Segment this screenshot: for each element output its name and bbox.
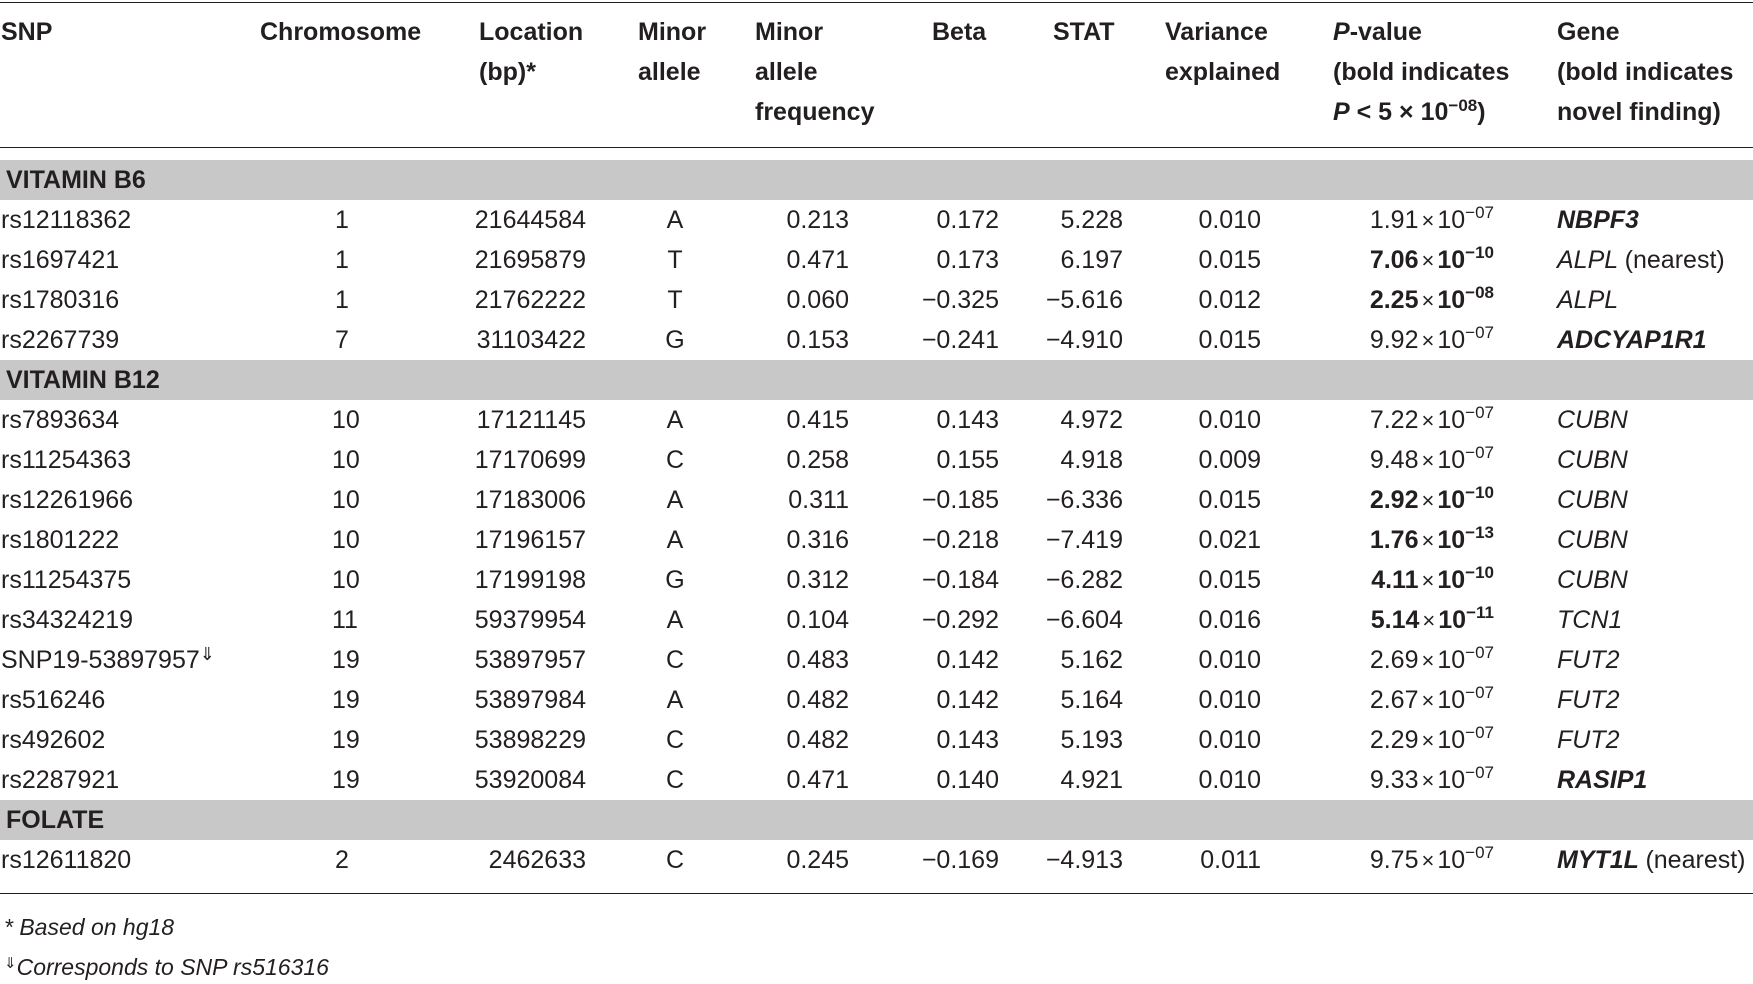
table-row	[0, 200, 1753, 240]
cell-gene: CUBN	[1557, 446, 1628, 474]
cell-chromosome: 2	[335, 846, 349, 874]
cell-stat: 5.162	[1060, 646, 1123, 674]
cell-snp: rs2267739	[1, 326, 120, 354]
header-stat: STAT	[1053, 18, 1115, 46]
cell-maf: 0.316	[786, 526, 849, 554]
cell-beta: 0.140	[936, 766, 999, 794]
cell-beta: 0.142	[936, 646, 999, 674]
cell-pvalue: $1.76 \times 10^{-13}$	[1369, 523, 1494, 554]
cell-maf: 0.060	[786, 286, 849, 314]
cell-variance: 0.015	[1198, 486, 1261, 514]
cell-stat: 5.164	[1060, 686, 1123, 714]
cell-variance: 0.015	[1198, 326, 1261, 354]
cell-gene: FUT2	[1557, 726, 1620, 754]
cell-maf: 0.104	[786, 606, 849, 634]
section-title: VITAMIN B12	[6, 366, 160, 394]
cell-pvalue: $5.14 \times 10^{-11}$	[1370, 603, 1494, 634]
cell-gene: ALPL (nearest)	[1557, 246, 1725, 274]
table-row	[0, 720, 1753, 760]
table-row	[0, 560, 1753, 600]
cell-pvalue: $2.29 \times 10^{-07}$	[1369, 723, 1494, 754]
cell-location: 17196157	[474, 526, 586, 554]
cell-pvalue: $2.67 \times 10^{-07}$	[1369, 683, 1494, 714]
cell-minor-allele: C	[665, 846, 685, 874]
cell-minor-allele: A	[666, 486, 684, 514]
header-snp: SNP	[1, 18, 53, 46]
table-row	[0, 280, 1753, 320]
table-bottom-rule	[0, 893, 1753, 894]
cell-beta: −0.184	[921, 566, 999, 594]
table-row	[0, 680, 1753, 720]
cell-pvalue: $9.48 \times 10^{-07}$	[1369, 443, 1494, 474]
cell-location: 21644584	[474, 206, 586, 234]
cell-stat: 6.197	[1060, 246, 1123, 274]
cell-location: 17199198	[474, 566, 586, 594]
cell-beta: 0.142	[936, 686, 999, 714]
table-row	[0, 520, 1753, 560]
cell-gene: TCN1	[1557, 606, 1623, 634]
cell-stat: −5.616	[1045, 286, 1123, 314]
table-row	[0, 840, 1753, 880]
cell-beta: 0.143	[936, 406, 999, 434]
cell-location: 21762222	[474, 286, 586, 314]
cell-chromosome: 7	[335, 326, 349, 354]
cell-location: 17121145	[476, 406, 586, 434]
cell-location: 59379954	[474, 606, 586, 634]
cell-maf: 0.311	[788, 486, 849, 514]
cell-location: 17170699	[474, 446, 586, 474]
cell-beta: −0.169	[921, 846, 999, 874]
cell-chromosome: 10	[332, 566, 360, 594]
cell-gene: NBPF3	[1557, 206, 1639, 234]
header-variance: Variance explained	[1165, 18, 1281, 86]
header-maf: Minor allele frequency	[755, 18, 875, 126]
cell-minor-allele: A	[666, 606, 684, 634]
cell-variance: 0.010	[1198, 206, 1261, 234]
section-header	[0, 800, 1753, 840]
cell-stat: 5.228	[1060, 206, 1123, 234]
cell-minor-allele: C	[665, 766, 685, 794]
down-arrow-icon: ⇓	[4, 955, 17, 972]
header-minor-allele: Minor allele	[638, 18, 707, 86]
cell-pvalue: $9.92 \times 10^{-07}$	[1369, 323, 1494, 354]
cell-stat: 5.193	[1060, 726, 1123, 754]
cell-maf: 0.415	[786, 406, 849, 434]
cell-minor-allele: C	[665, 726, 685, 754]
cell-maf: 0.471	[786, 246, 849, 274]
header-beta: Beta	[932, 18, 987, 46]
header-rule	[0, 147, 1753, 148]
footnote-mark: ⇓Corresponds to SNP rs516316	[4, 954, 329, 980]
cell-location: 21695879	[474, 246, 586, 274]
cell-minor-allele: A	[666, 406, 684, 434]
cell-stat: −6.336	[1045, 486, 1123, 514]
cell-location: 53897957	[474, 646, 586, 674]
cell-beta: 0.172	[936, 206, 999, 234]
cell-chromosome: 10	[332, 446, 360, 474]
cell-gene: CUBN	[1557, 526, 1628, 554]
cell-minor-allele: A	[666, 206, 684, 234]
cell-maf: 0.153	[786, 326, 849, 354]
cell-chromosome: 11	[332, 606, 358, 634]
cell-variance: 0.010	[1198, 686, 1261, 714]
cell-snp: rs7893634	[1, 406, 120, 434]
cell-snp: rs12118362	[1, 206, 132, 234]
cell-variance: 0.012	[1198, 286, 1261, 314]
section-header	[0, 160, 1753, 200]
cell-chromosome: 1	[335, 206, 349, 234]
cell-beta: 0.173	[936, 246, 999, 274]
cell-variance: 0.011	[1200, 846, 1261, 874]
cell-snp: rs34324219	[1, 606, 134, 634]
cell-gene: ADCYAP1R1	[1557, 326, 1707, 354]
cell-chromosome: 10	[332, 486, 360, 514]
cell-stat: 4.921	[1060, 766, 1123, 794]
cell-pvalue: $2.69 \times 10^{-07}$	[1369, 643, 1494, 674]
cell-maf: 0.258	[786, 446, 849, 474]
cell-chromosome: 10	[332, 406, 360, 434]
cell-snp: rs11254375	[1, 566, 132, 594]
cell-location: 53897984	[474, 686, 586, 714]
cell-pvalue: $9.33 \times 10^{-07}$	[1369, 763, 1494, 794]
cell-stat: 4.972	[1060, 406, 1123, 434]
cell-stat: −6.282	[1045, 566, 1123, 594]
cell-variance: 0.015	[1198, 566, 1261, 594]
table-row	[0, 400, 1753, 440]
cell-variance: 0.010	[1198, 766, 1261, 794]
cell-stat: −4.910	[1045, 326, 1123, 354]
cell-minor-allele: A	[666, 686, 684, 714]
table-row	[0, 440, 1753, 480]
cell-variance: 0.010	[1198, 406, 1261, 434]
cell-chromosome: 1	[335, 246, 349, 274]
cell-gene: MYT1L (nearest)	[1557, 846, 1746, 874]
section-title: FOLATE	[6, 806, 105, 834]
cell-gene: FUT2	[1557, 686, 1620, 714]
cell-variance: 0.010	[1198, 726, 1261, 754]
cell-snp: rs2287921	[1, 766, 120, 794]
cell-beta: 0.155	[936, 446, 999, 474]
table-row	[0, 640, 1753, 680]
header-pvalue: P-value (bold indicates $P < 5 \times 10^{-08}$)	[1333, 18, 1510, 126]
cell-gene: CUBN	[1557, 406, 1628, 434]
cell-gene: FUT2	[1557, 646, 1620, 674]
cell-chromosome: 19	[332, 766, 360, 794]
cell-variance: 0.021	[1198, 526, 1261, 554]
cell-stat: −7.419	[1045, 526, 1123, 554]
cell-maf: 0.482	[786, 726, 849, 754]
cell-beta: −0.241	[921, 326, 999, 354]
cell-maf: 0.483	[786, 646, 849, 674]
cell-gene: CUBN	[1557, 486, 1628, 514]
table-row	[0, 320, 1753, 360]
header-chromosome: Chromosome	[260, 18, 422, 46]
cell-variance: 0.010	[1198, 646, 1261, 674]
cell-minor-allele: A	[666, 526, 684, 554]
cell-minor-allele: T	[667, 286, 683, 314]
cell-chromosome: 1	[335, 286, 349, 314]
cell-pvalue: $7.22 \times 10^{-07}$	[1369, 403, 1494, 434]
cell-location: 53898229	[474, 726, 586, 754]
cell-beta: −0.185	[921, 486, 999, 514]
cell-snp: rs1780316	[1, 286, 120, 314]
cell-beta: −0.292	[921, 606, 999, 634]
cell-snp: rs1697421	[1, 246, 120, 274]
table-row	[0, 600, 1753, 640]
cell-pvalue: $4.11 \times 10^{-10}$	[1371, 563, 1494, 594]
cell-gene: ALPL	[1557, 286, 1619, 314]
cell-minor-allele: T	[667, 246, 683, 274]
table-row	[0, 760, 1753, 800]
cell-stat: −6.604	[1045, 606, 1123, 634]
cell-snp: rs11254363	[1, 446, 132, 474]
cell-pvalue: $2.92 \times 10^{-10}$	[1369, 483, 1494, 514]
cell-location: 17183006	[474, 486, 586, 514]
cell-snp: rs1801222	[1, 526, 120, 554]
cell-chromosome: 19	[332, 646, 360, 674]
cell-minor-allele: C	[665, 646, 685, 674]
cell-beta: −0.218	[921, 526, 999, 554]
cell-location: 53920084	[474, 766, 586, 794]
section-title: VITAMIN B6	[6, 166, 146, 194]
cell-gene: CUBN	[1557, 566, 1628, 594]
cell-variance: 0.015	[1198, 246, 1261, 274]
header-location: Location (bp)*	[479, 18, 584, 86]
cell-location: 2462633	[488, 846, 586, 874]
cell-snp: rs492602	[1, 726, 106, 754]
cell-beta: 0.143	[936, 726, 999, 754]
cell-variance: 0.009	[1198, 446, 1261, 474]
table-row	[0, 240, 1753, 280]
cell-snp: rs12611820	[1, 846, 132, 874]
cell-minor-allele: G	[665, 566, 685, 594]
cell-chromosome: 19	[332, 686, 360, 714]
table-row	[0, 480, 1753, 520]
cell-chromosome: 10	[332, 526, 360, 554]
cell-snp: SNP19-53897957⇓	[1, 644, 215, 674]
down-arrow-icon: ⇓	[199, 644, 215, 664]
cell-pvalue: $1.91 \times 10^{-07}$	[1369, 203, 1494, 234]
cell-pvalue: $2.25 \times 10^{-08}$	[1369, 283, 1494, 314]
section-header	[0, 360, 1753, 400]
cell-chromosome: 19	[332, 726, 360, 754]
cell-location: 31103422	[476, 326, 586, 354]
cell-variance: 0.016	[1198, 606, 1261, 634]
cell-beta: −0.325	[921, 286, 999, 314]
cell-stat: −4.913	[1045, 846, 1123, 874]
cell-snp: rs516246	[1, 686, 106, 714]
cell-minor-allele: G	[665, 326, 685, 354]
cell-maf: 0.312	[786, 566, 849, 594]
cell-maf: 0.471	[786, 766, 849, 794]
cell-minor-allele: C	[665, 446, 685, 474]
table-top-rule	[0, 2, 1753, 3]
cell-gene: RASIP1	[1557, 766, 1648, 794]
cell-stat: 4.918	[1060, 446, 1123, 474]
cell-pvalue: $7.06 \times 10^{-10}$	[1369, 243, 1494, 274]
header-gene: Gene (bold indicates novel finding)	[1557, 18, 1734, 126]
cell-maf: 0.213	[786, 206, 849, 234]
cell-pvalue: $9.75 \times 10^{-07}$	[1369, 843, 1494, 874]
cell-snp: rs12261966	[1, 486, 134, 514]
footnote-star: * Based on hg18	[4, 914, 175, 940]
cell-maf: 0.482	[786, 686, 849, 714]
cell-maf: 0.245	[786, 846, 849, 874]
